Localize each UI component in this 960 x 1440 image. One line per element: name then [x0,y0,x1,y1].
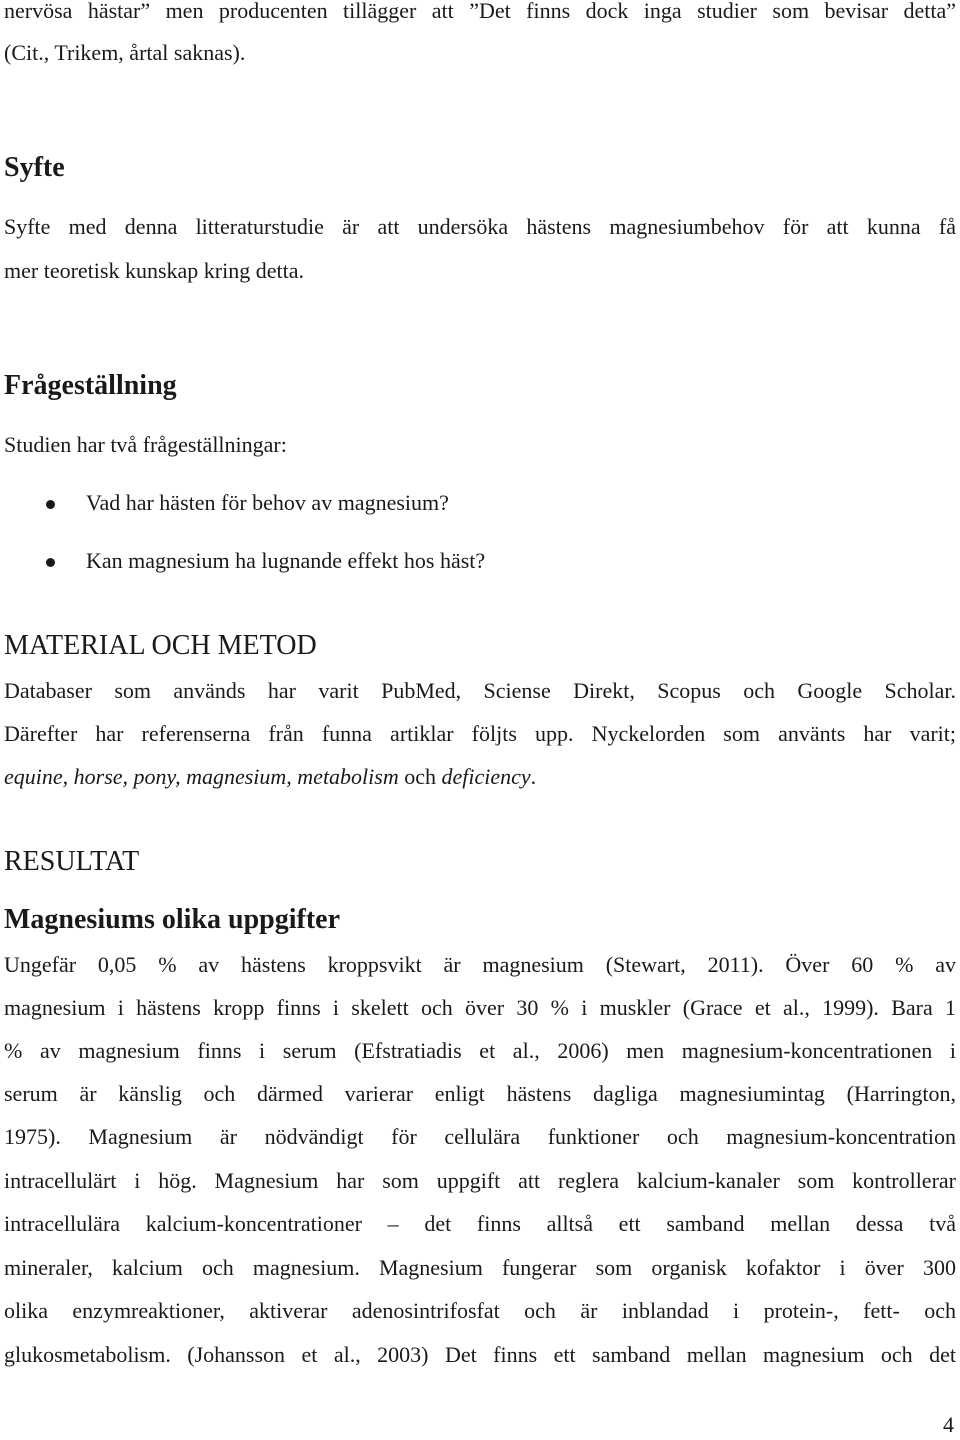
paragraph-line: Ungefär 0,05 % av hästens kroppsvikt är magnesium (Stewart, 2011). Över 60 % av [4,952,956,977]
paragraph-line: magnesium i hästens kropp finns i skelett och över 30 % i muskler (Grace et al., 1999). Bara 1 [4,995,956,1020]
och-text: och [398,764,442,789]
paragraph-line: intracellulära kalcium-koncentrationer – det finns alltså ett samband mellan dessa två [4,1211,956,1236]
intro-line-1: nervösa hästar” men producenten tillägger att ”Det finns dock inga studier som bevisar detta” [4,0,956,23]
syfte-heading: Syfte [4,152,65,183]
paragraph-line: glukosmetabolism. (Johansson et al., 2003) Det finns ett samband mellan magnesium och det [4,1342,956,1367]
page-number: 4 [943,1412,954,1437]
material-keywords-line [4,764,536,790]
resultat-subheading: Magnesiums olika uppgifter [4,904,341,935]
material-line-2: Därefter har referenserna från funna artiklar följts upp. Nyckelorden som använts har varit; [4,721,956,746]
syfte-line-1: Syfte med denna litteraturstudie är att undersöka hästens magnesiumbehov för att kunna få [4,214,956,239]
paragraph-line: 1975). Magnesium är nödvändigt för cellulära funktioner och magnesium-koncentration [4,1124,956,1149]
fragestallning-heading: Frågeställning [4,370,177,401]
material-line-1: Databaser som används har varit PubMed, Sciense Direkt, Scopus och Google Scholar. [4,678,956,703]
period-text: . [530,764,537,789]
question-item: Vad har hästen för behov av magnesium? [86,490,449,515]
question-item: Kan magnesium ha lugnande effekt hos häst? [86,548,486,573]
resultat-heading: RESULTAT [4,846,140,877]
paragraph-line: olika enzymreaktioner, aktiverar adenosintrifosfat och är inblandad i protein-, fett- och [4,1298,956,1323]
paragraph-line: mineraler, kalcium och magnesium. Magnesium fungerar som organisk kofaktor i över 300 [4,1255,956,1280]
keywords-text: equine, horse, pony, magnesium, metabolism [4,764,399,789]
material-heading: MATERIAL OCH METOD [4,630,317,661]
bullet-icon [46,500,55,509]
bullet-icon [46,558,55,567]
last-keyword: deficiency [441,764,531,789]
syfte-line-2: mer teoretisk kunskap kring detta. [4,258,304,283]
intro-line-2: (Cit., Trikem, årtal saknas). [4,40,246,65]
paragraph-line: serum är känslig och därmed varierar enligt hästens dagliga magnesiumintag (Harrington, [4,1081,956,1106]
fragestallning-intro: Studien har två frågeställningar: [4,432,287,457]
paragraph-line: intracellulärt i hög. Magnesium har som uppgift att reglera kalcium-kanaler som kontrollerar [4,1168,956,1193]
paragraph-line: % av magnesium finns i serum (Efstratiadis et al., 2006) men magnesium-koncentrationen i [4,1038,956,1063]
